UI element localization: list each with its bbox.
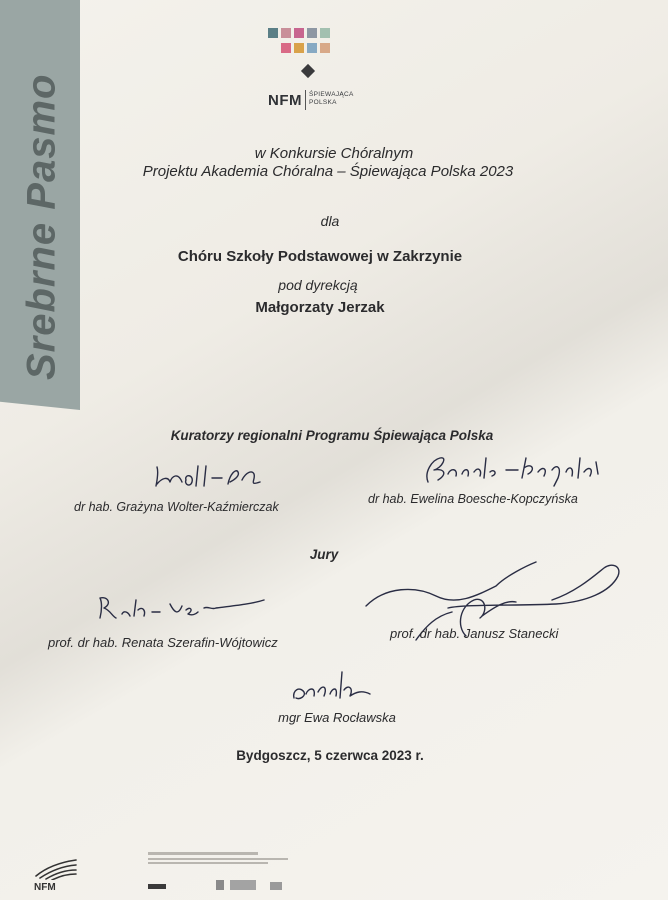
place-date: Bydgoszcz, 5 czerwca 2023 r. <box>236 748 424 763</box>
director-name: Małgorzaty Jerzak <box>255 299 385 316</box>
logo-square <box>320 43 330 53</box>
logo-subtitle-line1: ŚPIEWAJĄCA <box>309 91 354 98</box>
logo-square <box>320 28 330 38</box>
footer-logo-wave-icon <box>32 856 80 880</box>
jury-2-name: prof. dr hab. Janusz Stanecki <box>390 626 559 641</box>
curator-2-name: dr hab. Ewelina Boesche-Kopczyńska <box>368 492 578 506</box>
logo-square <box>307 28 317 38</box>
competition-line: w Konkursie Chóralnym <box>254 145 414 162</box>
jury-3-name: mgr Ewa Rocławska <box>278 710 396 725</box>
curator-1-name: dr hab. Grażyna Wolter-Kaźmierczak <box>74 500 279 514</box>
signature-wolter <box>150 462 270 496</box>
signature-boesche <box>418 452 608 488</box>
logo-subtitle <box>309 91 354 107</box>
logo-separator <box>305 90 306 110</box>
logo-square <box>281 28 291 38</box>
side-band-title: Srebrne Pasmo <box>19 73 64 380</box>
signature-szerafin <box>92 594 272 624</box>
logo-square <box>268 28 278 38</box>
project-line: Projektu Akademia Chóralna – Śpiewająca Polska 2023 <box>142 163 514 180</box>
footer-sponsor-logo <box>148 884 166 889</box>
signature-roclawska <box>288 668 378 708</box>
logo-square <box>281 43 291 53</box>
recipient-name: Chóru Szkoły Podstawowej w Zakrzynie <box>177 248 463 265</box>
footer-info-line <box>148 858 288 860</box>
logo-square <box>294 43 304 53</box>
footer-info-line <box>148 852 258 855</box>
jury-1-name: prof. dr hab. Renata Szerafin-Wójtowicz <box>48 635 278 650</box>
footer-brand: NFM <box>34 882 56 893</box>
footer-sponsor-logo <box>216 880 224 890</box>
footer-info-line <box>148 862 268 864</box>
direction-label: pod dyrekcją <box>278 277 358 293</box>
for-word: dla <box>320 213 340 229</box>
curators-heading: Kuratorzy regionalni Programu Śpiewająca Polska <box>170 428 494 443</box>
logo-subtitle-line2: POLSKA <box>309 99 337 106</box>
logo-brand: NFM <box>268 92 302 109</box>
jury-heading: Jury <box>309 547 339 562</box>
logo-square <box>307 43 317 53</box>
footer-sponsor-logo <box>230 880 256 890</box>
footer-sponsor-logo <box>270 882 282 890</box>
logo-square <box>294 28 304 38</box>
